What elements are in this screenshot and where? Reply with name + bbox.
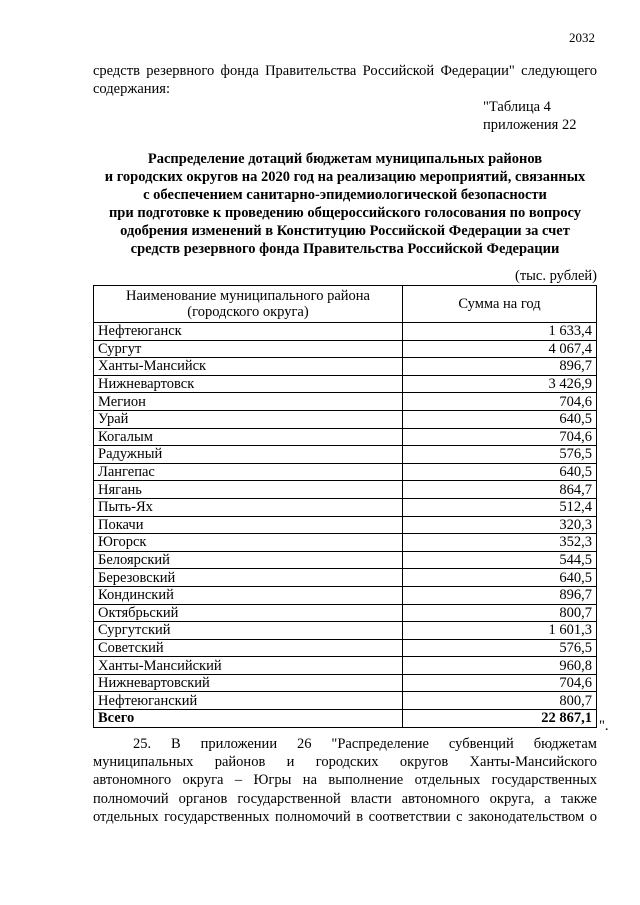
district-sum: 864,7 <box>403 481 597 499</box>
district-sum: 4 067,4 <box>403 340 597 358</box>
total-sum: 22 867,1 <box>403 710 597 728</box>
intro-line-1: средств резервного фонда Правительства Российской Федерации" следующего <box>93 63 597 79</box>
district-sum: 640,5 <box>403 463 597 481</box>
table-row <box>94 463 597 481</box>
table-row <box>94 481 597 499</box>
district-name: Октябрьский <box>94 604 403 622</box>
title-line: при подготовке к проведению общероссийского голосования по вопросу <box>108 205 582 221</box>
district-sum: 640,5 <box>403 569 597 587</box>
title-line: и городских округов на 2020 год на реализацию мероприятий, связанных <box>104 169 586 185</box>
header-name-line-2: (городского округа) <box>187 304 309 320</box>
title-line: одобрения изменений в Конституцию Российской Федерации за счет <box>120 223 570 239</box>
table-row <box>94 410 597 428</box>
district-sum: 704,6 <box>403 428 597 446</box>
table-row <box>94 393 597 411</box>
district-name: Нижневартовск <box>94 375 403 393</box>
district-name: Березовский <box>94 569 403 587</box>
paragraph-line: автономного округа – Югры на выполнение отдельных государственных <box>93 772 597 789</box>
unit-label: (тыс. рублей) <box>515 268 597 284</box>
table-row <box>94 674 597 692</box>
district-sum: 640,5 <box>403 410 597 428</box>
district-name: Ханты-Мансийск <box>94 358 403 376</box>
district-sum: 704,6 <box>403 674 597 692</box>
table-row <box>94 551 597 569</box>
table-row <box>94 340 597 358</box>
district-sum: 896,7 <box>403 586 597 604</box>
paragraph-line: отдельных государственных полномочий в соответствии с законодательством о <box>93 808 597 825</box>
title-line: с обеспечением санитарно-эпидемиологической безопасности <box>143 187 547 203</box>
closing-quote: ". <box>599 718 609 734</box>
table-row <box>94 586 597 604</box>
district-sum: 576,5 <box>403 639 597 657</box>
district-name: Сургутский <box>94 622 403 640</box>
district-name: Лангепас <box>94 463 403 481</box>
paragraph-line: полномочий органов государственной власти автономного округа, а также <box>93 790 597 807</box>
district-name: Урай <box>94 410 403 428</box>
district-sum: 896,7 <box>403 358 597 376</box>
table-row <box>94 622 597 640</box>
table-row <box>94 639 597 657</box>
table-row <box>94 657 597 675</box>
district-name: Ханты-Мансийский <box>94 657 403 675</box>
table-row <box>94 446 597 464</box>
district-name: Мегион <box>94 393 403 411</box>
district-name: Югорск <box>94 534 403 552</box>
intro-line-2: содержания: <box>93 81 171 97</box>
district-sum: 1 601,3 <box>403 622 597 640</box>
table-row <box>94 358 597 376</box>
district-name: Кондинский <box>94 586 403 604</box>
table-row <box>94 692 597 710</box>
district-name: Пыть-Ях <box>94 498 403 516</box>
table-row <box>94 498 597 516</box>
district-name: Нижневартовский <box>94 674 403 692</box>
header-sum: Сумма на год <box>403 286 597 323</box>
district-sum: 320,3 <box>403 516 597 534</box>
table-caption <box>483 98 576 134</box>
district-sum: 576,5 <box>403 446 597 464</box>
table-row <box>94 534 597 552</box>
district-sum: 512,4 <box>403 498 597 516</box>
table-header-row <box>94 286 597 323</box>
header-name <box>94 286 403 323</box>
district-name: Нягань <box>94 481 403 499</box>
district-sum: 704,6 <box>403 393 597 411</box>
table-row <box>94 516 597 534</box>
table-row <box>94 569 597 587</box>
title-line: средств резервного фонда Правительства Российской Федерации <box>130 241 560 257</box>
paragraph-line: 25. В приложении 26 "Распределение субвенций бюджетам <box>133 736 597 752</box>
title-line: Распределение дотаций бюджетам муниципальных районов <box>147 151 543 167</box>
table-row <box>94 604 597 622</box>
district-sum: 544,5 <box>403 551 597 569</box>
paragraph-25 <box>93 735 597 826</box>
district-name: Белоярский <box>94 551 403 569</box>
header-name-line-1: Наименование муниципального района <box>126 288 370 304</box>
district-sum: 3 426,9 <box>403 375 597 393</box>
district-sum: 1 633,4 <box>403 323 597 341</box>
total-row <box>94 710 597 728</box>
district-sum: 800,7 <box>403 692 597 710</box>
district-name: Покачи <box>94 516 403 534</box>
district-sum: 352,3 <box>403 534 597 552</box>
district-sum: 960,8 <box>403 657 597 675</box>
district-name: Сургут <box>94 340 403 358</box>
page-number: 2032 <box>569 30 595 45</box>
district-name: Нефтеюганский <box>94 692 403 710</box>
district-name: Радужный <box>94 446 403 464</box>
paragraph-line: муниципальных районов и городских округов Ханты-Мансийского <box>93 754 597 771</box>
table-title <box>93 150 597 258</box>
caption-line-2: приложения 22 <box>483 117 577 133</box>
table-row <box>94 375 597 393</box>
district-sum: 800,7 <box>403 604 597 622</box>
district-name: Советский <box>94 639 403 657</box>
district-name: Когалым <box>94 428 403 446</box>
district-name: Нефтеюганск <box>94 323 403 341</box>
total-label: Всего <box>94 710 403 728</box>
table-row <box>94 428 597 446</box>
table-row <box>94 323 597 341</box>
allocation-table <box>93 285 597 728</box>
caption-line-1: "Таблица 4 <box>483 99 551 115</box>
